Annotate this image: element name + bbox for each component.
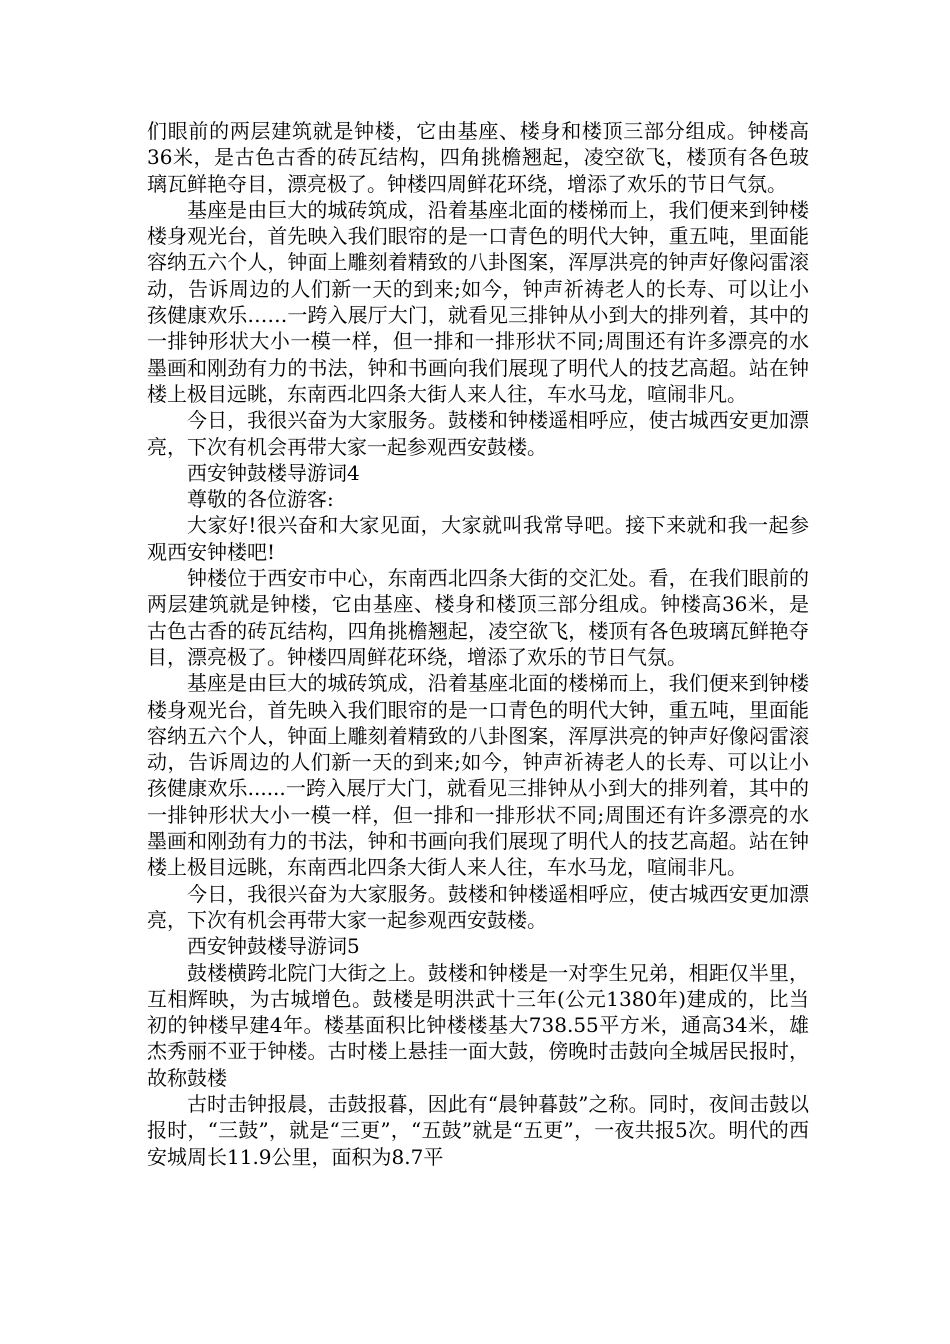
paragraph-continued: 们眼前的两层建筑就是钟楼，它由基座、楼身和楼顶三部分组成。钟楼高36米，是古色古香的砖瓦结构，四角挑檐翘起，凌空欲飞，楼顶有各色玻璃瓦鲜艳夺目，漂亮极了。钟楼四周鲜花环绕，增添了欢乐的节日气氛。 <box>147 119 809 196</box>
paragraph: 钟楼位于西安市中心，东南西北四条大街的交汇处。看，在我们眼前的两层建筑就是钟楼，它由基座、楼身和楼顶三部分组成。钟楼高36米，是古色古香的砖瓦结构，四角挑檐翘起，凌空欲飞，楼顶有各色玻璃瓦鲜艳夺目，漂亮极了。钟楼四周鲜花环绕，增添了欢乐的节日气氛。 <box>147 566 809 669</box>
section-heading: 西安钟鼓楼导游词4 <box>187 460 360 485</box>
paragraph: 今日，我很兴奋为大家服务。鼓楼和钟楼遥相呼应，使古城西安更加漂亮，下次有机会再带大家一起参观西安鼓楼。 <box>147 881 809 932</box>
paragraph: 今日，我很兴奋为大家服务。鼓楼和钟楼遥相呼应，使古城西安更加漂亮，下次有机会再带大家一起参观西安鼓楼。 <box>147 408 809 459</box>
paragraph: 基座是由巨大的城砖筑成，沿着基座北面的楼梯而上，我们便来到钟楼楼身观光台，首先映入我们眼帘的是一口青色的明代大钟，重五吨，里面能容纳五六个人，钟面上雕刻着精致的八卦图案，浑厚洪亮的钟声好像闷雷滚动，告诉周边的人们新一天的到来;如今，钟声祈祷老人的长寿、可以让小孩健康欢乐......一跨入展厅大门，就看见三排钟从小到大的排列着，其中的一排钟形状大小一模一样，但一排和一排形状不同;周围还有许多漂亮的水墨画和刚劲有力的书法，钟和书画向我们展现了明代人的技艺高超。站在钟楼上极目远眺，东南西北四条大街人来人往，车水马龙，喧闹非凡。 <box>147 671 809 880</box>
paragraph: 鼓楼横跨北院门大街之上。鼓楼和钟楼是一对孪生兄弟，相距仅半里，互相辉映，为古城增色。鼓楼是明洪武十三年(公元1380年)建成的，比当初的钟楼早建4年。楼基面积比钟楼楼基大738.55平方米，通高34米，雄杰秀丽不亚于钟楼。古时楼上悬挂一面大鼓，傍晚时击鼓向全城居民报时，故称鼓楼 <box>147 960 809 1090</box>
greeting: 尊敬的各位游客: <box>187 487 334 512</box>
paragraph: 基座是由巨大的城砖筑成，沿着基座北面的楼梯而上，我们便来到钟楼楼身观光台，首先映入我们眼帘的是一口青色的明代大钟，重五吨，里面能容纳五六个人，钟面上雕刻着精致的八卦图案，浑厚洪亮的钟声好像闷雷滚动，告诉周边的人们新一天的到来;如今，钟声祈祷老人的长寿、可以让小孩健康欢乐……一跨入展厅大门，就看见三排钟从小到大的排列着，其中的一排钟形状大小一模一样，但一排和一排形状不同;周围还有许多漂亮的水墨画和刚劲有力的书法，钟和书画向我们展现了明代人的技艺高超。站在钟楼上极目远眺，东南西北四条大街人来人往，车水马龙，喧闹非凡。 <box>147 197 809 406</box>
paragraph: 古时击钟报晨，击鼓报暮，因此有“晨钟暮鼓”之称。同时，夜间击鼓以报时，“三鼓”，就是“三更”，“五鼓”就是“五更”，一夜共报5次。明代的西安城周长11.9公里，面积为8.7平 <box>147 1091 809 1169</box>
document-body <box>147 118 809 1170</box>
paragraph: 大家好!很兴奋和大家见面，大家就叫我常导吧。接下来就和我一起参观西安钟楼吧! <box>147 513 809 564</box>
section-heading: 西安钟鼓楼导游词5 <box>187 934 360 959</box>
